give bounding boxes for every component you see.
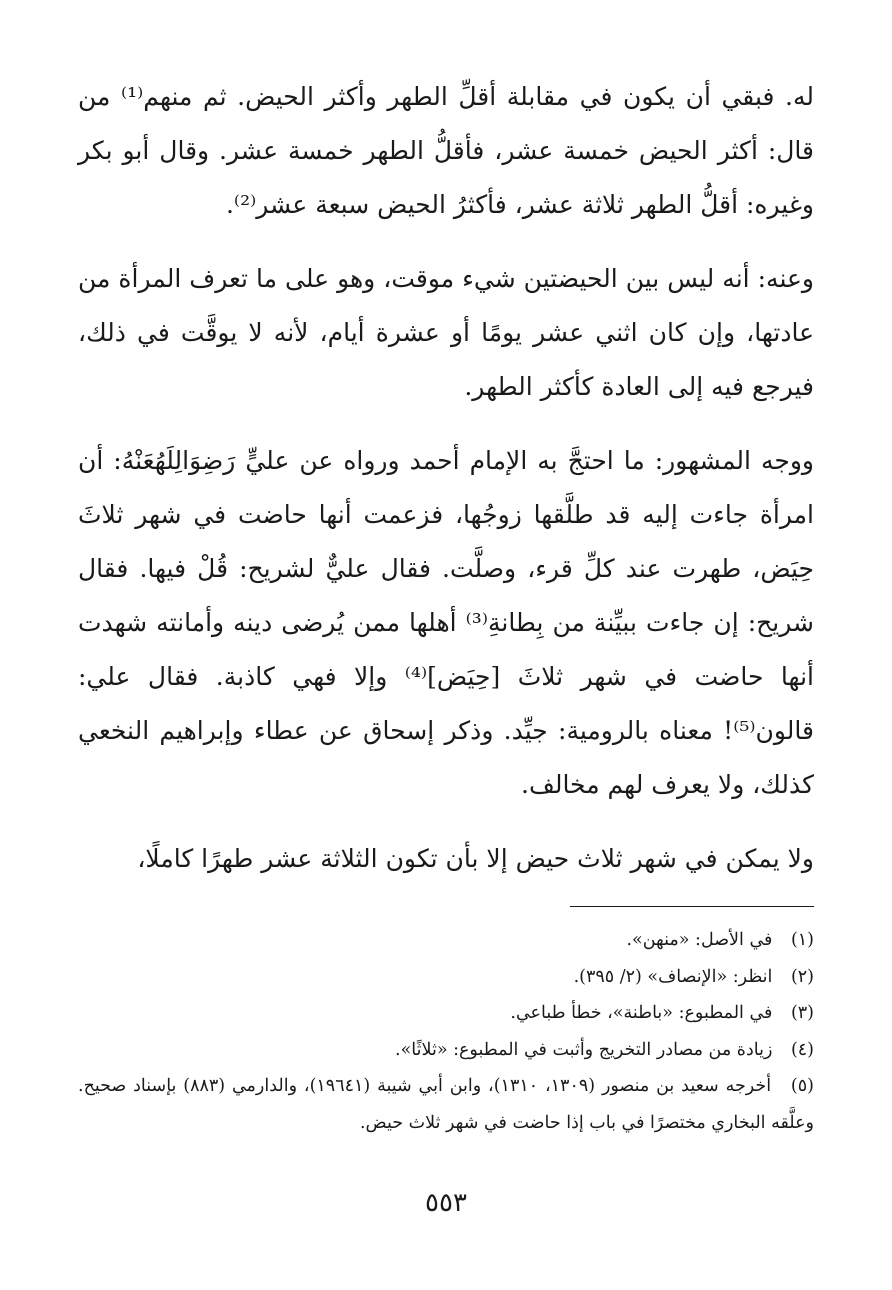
footnote-text: انظر: «الإنصاف» (٢/ ٣٩٥). (573, 966, 773, 987)
paragraph-2: وعنه: أنه ليس بين الحيضتين شيء موقت، وهو على ما تعرف المرأة من عادتها، وإن كان اثني عشر يومًا أو عشرة أيام، لأنه لا يوقَّت في ذلك، فيرجع فيه إلى العادة كأكثر الطهر. (78, 264, 814, 401)
footnote-text: في الأصل: «منهن». (626, 930, 773, 950)
footnote-number: (٥) (790, 1076, 814, 1096)
footnote-2 (78, 959, 814, 996)
footnote-3 (78, 995, 814, 1032)
paragraph-1: له. فبقي أن يكون في مقابلة أقلِّ الطهر وأكثر الحيض. ثم منهم⁽¹⁾ من قال: أكثر الحيض خمسة عشر، فأقلُّ الطهر خمسة عشر. وقال أبو بكر وغيره: أقلُّ الطهر ثلاثة عشر، فأكثرُ الحيض سبعة عشر⁽²⁾. (78, 82, 814, 219)
paragraph-3: ووجه المشهور: ما احتجَّ به الإمام أحمد ورواه عن عليٍّ رَضِوَالِلَهُعَنْهُ: أن امرأة جاءت إليه قد طلَّقها زوجُها، فزعمت أنها حاضت في شهر ثلاثَ حِيَض، طهرت عند كلِّ قرء، وصلَّت. فقال عليٌّ لشريح: قُلْ فيها. فقال شريح: إن جاءت ببيِّنة من بِطانةِ⁽³⁾ أهلها ممن يُرضى دينه وأمانته شهدت أنها حاضت في شهر ثلاثَ [حِيَض]⁽⁴⁾ وإلا فهي كاذبة. فقال علي: قالون⁽⁵⁾! معناه بالرومية: جيِّد. وذكر إسحاق عن عطاء وإبراهيم النخعي كذلك، ولا يعرف لهم مخالف. (78, 446, 814, 799)
footnote-number: (٣) (790, 1003, 814, 1023)
footnote-text: زيادة من مصادر التخريج وأثبت في المطبوع: «ثلاثًا». (395, 1039, 773, 1060)
paragraph-4: ولا يمكن في شهر ثلاث حيض إلا بأن تكون الثلاثة عشر طهرًا كاملًا، (137, 844, 814, 873)
footnote-text: في المطبوع: «باطنة»، خطأ طباعي. (510, 1003, 773, 1023)
footnote-number: (١) (790, 930, 814, 950)
page-number: ٥٥٣ (425, 1188, 467, 1218)
footnote-5 (78, 1068, 814, 1141)
footnote-1 (78, 922, 814, 959)
footnote-text: أخرجه سعيد بن منصور (١٣٠٩، ١٣١٠)، وابن أبي شيبة (١٩٦٤١)، والدارمي (٨٨٣) بإسناد صحيح. وعلَّقه البخاري مختصرًا في باب إذا حاضت في شهر ثلاث حيض. (78, 1076, 814, 1133)
main-text (78, 70, 814, 906)
footnote-separator (570, 906, 814, 907)
footnote-number: (٢) (790, 966, 814, 987)
footnotes (78, 922, 814, 1141)
footnote-4 (78, 1032, 814, 1069)
footnote-number: (٤) (790, 1039, 814, 1060)
